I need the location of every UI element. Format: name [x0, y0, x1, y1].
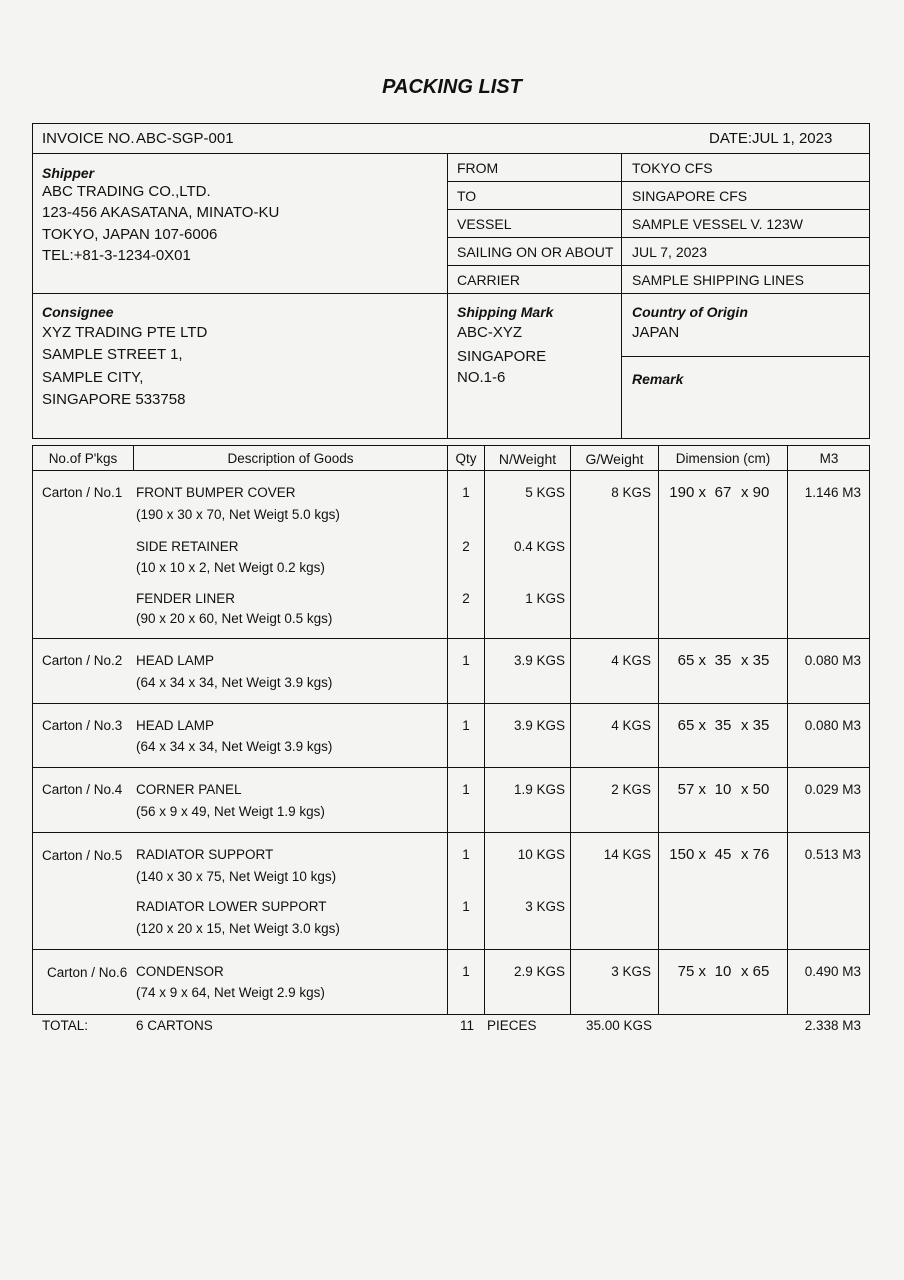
consignee-line: SINGAPORE 533758: [42, 391, 186, 408]
item-qty: 1: [462, 899, 470, 914]
divider: [32, 703, 870, 704]
shipping-mark-line: SINGAPORE: [457, 348, 547, 365]
divider: [621, 356, 870, 357]
divider: [570, 445, 571, 1015]
item-detail: (90 x 20 x 60, Net Weigt 0.5 kgs): [136, 611, 333, 626]
item-name: RADIATOR SUPPORT: [136, 847, 274, 862]
routing-value: SAMPLE SHIPPING LINES: [632, 272, 804, 288]
carton-gross-weight: 14 KGS: [603, 847, 651, 862]
consignee-label: Consignee: [42, 304, 114, 320]
item-qty: 1: [462, 847, 470, 862]
divider: [447, 181, 870, 182]
carton-m3: 0.080 M3: [804, 653, 861, 668]
dimension-width: 10: [714, 963, 732, 980]
column-header: Description of Goods: [227, 451, 354, 466]
dimension-width: 35: [714, 652, 732, 669]
shipper-line: TOKYO, JAPAN 107-6006: [42, 226, 218, 243]
item-net-weight: 0.4 KGS: [513, 539, 565, 554]
divider: [447, 209, 870, 210]
item-qty: 2: [462, 591, 470, 606]
dimension-width: 67: [714, 484, 732, 501]
dimension-width: 35: [714, 717, 732, 734]
dimension-height: x 50: [741, 781, 770, 798]
dimension-width: 10: [714, 781, 732, 798]
divider: [32, 153, 870, 154]
column-header: Qty: [455, 451, 477, 466]
total-cartons: 6 CARTONS: [136, 1018, 213, 1033]
item-net-weight: 1.9 KGS: [513, 782, 565, 797]
routing-value: SINGAPORE CFS: [632, 188, 748, 204]
item-net-weight: 2.9 KGS: [513, 964, 565, 979]
divider: [787, 445, 788, 1015]
dimension-length: 57 x: [677, 781, 706, 798]
invoice-label: INVOICE NO.: [42, 130, 135, 147]
routing-label: CARRIER: [457, 272, 521, 288]
item-qty: 1: [462, 653, 470, 668]
dimension-length: 65 x: [677, 717, 706, 734]
item-net-weight: 3 KGS: [525, 899, 565, 914]
divider: [32, 949, 870, 950]
item-net-weight: 3.9 KGS: [513, 653, 565, 668]
document-title: PACKING LIST: [382, 76, 522, 98]
column-header: M3: [819, 451, 839, 466]
carton-m3: 0.490 M3: [804, 964, 861, 979]
routing-value: SAMPLE VESSEL V. 123W: [632, 216, 803, 232]
carton-m3: 0.029 M3: [804, 782, 861, 797]
column-header: N/Weight: [498, 451, 557, 467]
carton-m3: 0.080 M3: [804, 718, 861, 733]
carton-label: Carton / No.4: [42, 782, 123, 797]
item-net-weight: 3.9 KGS: [513, 718, 565, 733]
invoice-date: JUL 1, 2023: [752, 130, 833, 147]
total-label: TOTAL:: [42, 1018, 89, 1033]
divider: [32, 293, 870, 294]
divider: [447, 153, 448, 439]
origin-value: JAPAN: [632, 324, 680, 341]
item-detail: (190 x 30 x 70, Net Weigt 5.0 kgs): [136, 507, 340, 522]
dimension-length: 150 x: [669, 846, 706, 863]
dimension-length: 65 x: [677, 652, 706, 669]
routing-value: JUL 7, 2023: [632, 244, 707, 260]
total-m3: 2.338 M3: [804, 1018, 861, 1033]
item-detail: (10 x 10 x 2, Net Weigt 0.2 kgs): [136, 560, 325, 575]
divider: [32, 470, 870, 471]
date-label: DATE:: [709, 130, 753, 147]
item-qty: 2: [462, 539, 470, 554]
column-header: No.of P'kgs: [48, 451, 118, 466]
shipper-line: 123-456 AKASATANA, MINATO-KU: [42, 204, 280, 221]
shipper-line: ABC TRADING CO.,LTD.: [42, 183, 211, 200]
carton-m3: 1.146 M3: [804, 485, 861, 500]
item-name: CONDENSOR: [136, 964, 224, 979]
divider: [621, 153, 622, 439]
shipper-line: TEL:+81-3-1234-0X01: [42, 247, 191, 264]
column-header: Dimension (cm): [675, 451, 771, 466]
dimension-width: 45: [714, 846, 732, 863]
item-detail: (64 x 34 x 34, Net Weigt 3.9 kgs): [136, 675, 333, 690]
item-name: CORNER PANEL: [136, 782, 242, 797]
consignee-line: SAMPLE CITY,: [42, 369, 144, 386]
divider: [658, 445, 659, 1015]
dimension-length: 75 x: [677, 963, 706, 980]
item-detail: (64 x 34 x 34, Net Weigt 3.9 kgs): [136, 739, 333, 754]
total-qty: 11: [460, 1018, 475, 1033]
dimension-height: x 90: [741, 484, 770, 501]
remark-label: Remark: [632, 371, 684, 387]
item-detail: (120 x 20 x 15, Net Weigt 3.0 kgs): [136, 921, 340, 936]
carton-gross-weight: 4 KGS: [611, 653, 651, 668]
divider: [484, 445, 485, 1015]
item-net-weight: 10 KGS: [517, 847, 565, 862]
divider: [447, 237, 870, 238]
shipper-label: Shipper: [42, 165, 95, 181]
item-qty: 1: [462, 782, 470, 797]
routing-label: VESSEL: [457, 216, 512, 232]
item-detail: (56 x 9 x 49, Net Weigt 1.9 kgs): [136, 804, 325, 819]
item-name: HEAD LAMP: [136, 653, 215, 668]
item-detail: (140 x 30 x 75, Net Weigt 10 kgs): [136, 869, 337, 884]
item-name: RADIATOR LOWER SUPPORT: [136, 899, 327, 914]
item-qty: 1: [462, 718, 470, 733]
total-pieces-label: PIECES: [487, 1018, 537, 1033]
item-qty: 1: [462, 485, 470, 500]
divider: [32, 638, 870, 639]
consignee-line: SAMPLE STREET 1,: [42, 346, 183, 363]
carton-gross-weight: 4 KGS: [611, 718, 651, 733]
carton-label: Carton / No.6: [47, 965, 128, 980]
carton-label: Carton / No.5: [42, 848, 123, 863]
total-gross-weight: 35.00 KGS: [586, 1018, 653, 1033]
divider: [32, 767, 870, 768]
invoice-number: ABC-SGP-001: [136, 130, 234, 147]
dimension-height: x 35: [741, 717, 770, 734]
carton-label: Carton / No.1: [42, 485, 123, 500]
item-name: FRONT BUMPER COVER: [136, 485, 296, 500]
dimension-length: 190 x: [669, 484, 706, 501]
carton-gross-weight: 2 KGS: [611, 782, 651, 797]
item-net-weight: 5 KGS: [525, 485, 565, 500]
shipping-mark-label: Shipping Mark: [457, 304, 554, 320]
item-qty: 1: [462, 964, 470, 979]
routing-value: TOKYO CFS: [632, 160, 713, 176]
item-name: SIDE RETAINER: [136, 539, 239, 554]
carton-gross-weight: 3 KGS: [611, 964, 651, 979]
divider: [32, 832, 870, 833]
carton-gross-weight: 8 KGS: [611, 485, 651, 500]
consignee-line: XYZ TRADING PTE LTD: [42, 324, 208, 341]
column-header: G/Weight: [585, 451, 644, 467]
dimension-height: x 76: [741, 846, 770, 863]
item-net-weight: 1 KGS: [525, 591, 565, 606]
item-name: FENDER LINER: [136, 591, 236, 606]
item-name: HEAD LAMP: [136, 718, 215, 733]
origin-label: Country of Origin: [632, 304, 748, 320]
routing-label: TO: [457, 188, 477, 204]
item-detail: (74 x 9 x 64, Net Weigt 2.9 kgs): [136, 985, 325, 1000]
routing-label: SAILING ON OR ABOUT: [457, 244, 614, 260]
dimension-height: x 35: [741, 652, 770, 669]
divider: [447, 265, 870, 266]
carton-m3: 0.513 M3: [804, 847, 861, 862]
shipping-mark-line: ABC-XYZ: [457, 324, 523, 341]
dimension-height: x 65: [741, 963, 770, 980]
carton-label: Carton / No.3: [42, 718, 123, 733]
carton-label: Carton / No.2: [42, 653, 123, 668]
shipping-mark-line: NO.1-6: [457, 369, 506, 386]
routing-label: FROM: [457, 160, 499, 176]
